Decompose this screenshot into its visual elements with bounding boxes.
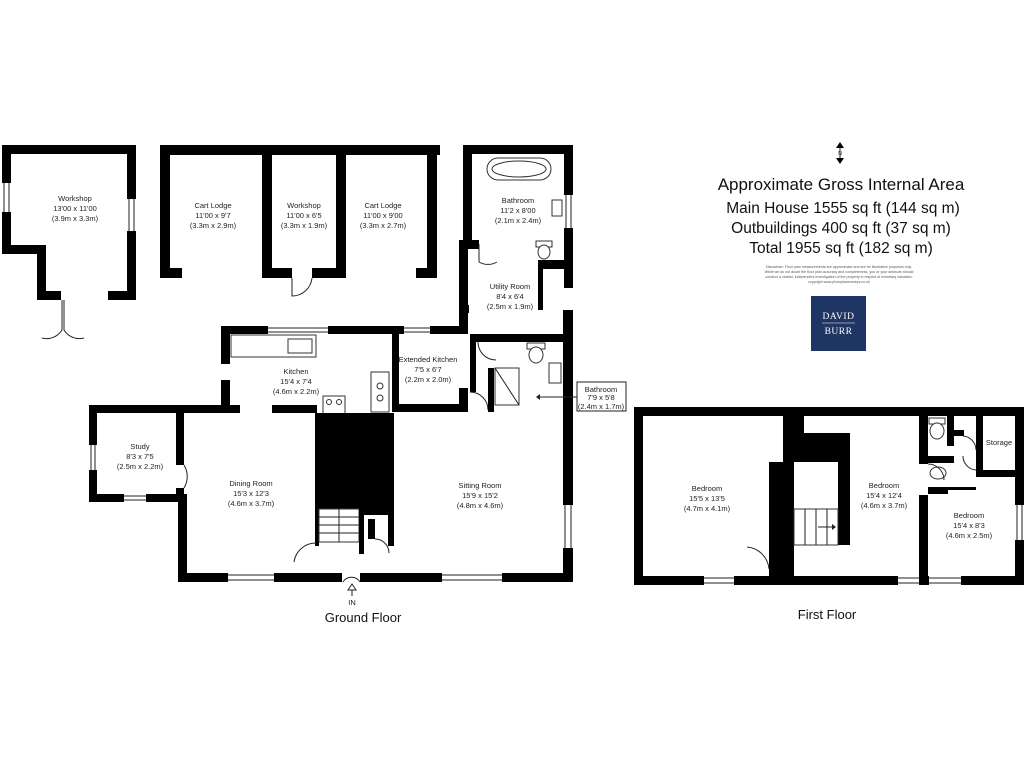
cooker-icon [323, 396, 345, 414]
sink-icon [288, 339, 312, 353]
compass-letter: N [838, 151, 842, 157]
chimney-breast [315, 413, 394, 509]
sitting-label: Sitting Room [458, 481, 502, 490]
bedroom-2-label: Bedroom [868, 481, 900, 490]
svg-text:copyright www.photoplansurveys: copyright www.photoplansurveys.co.uk [808, 280, 870, 284]
agent-logo [811, 296, 866, 351]
basin-icon [552, 200, 562, 216]
svg-text:(3.3m x 1.9m): (3.3m x 1.9m) [280, 221, 328, 230]
svg-text:15'3 x 12'3: 15'3 x 12'3 [233, 489, 269, 498]
first-floor-toilet-icon [930, 423, 944, 439]
svg-text:Disclaimer: Floor plan measure: Disclaimer: Floor plan measurements are approximate and are for illustrative purposes only. [766, 265, 912, 269]
first-floor-label: First Floor [797, 607, 857, 622]
disclaimer [765, 265, 914, 284]
svg-text:(4.8m x 4.6m): (4.8m x 4.6m) [456, 501, 504, 510]
logo-line1: DAVID [822, 312, 855, 322]
bathroom-callout-label: Bathroom [584, 385, 618, 394]
svg-text:(2.4m x 1.7m): (2.4m x 1.7m) [577, 402, 625, 411]
svg-text:11'00 x 9'00: 11'00 x 9'00 [363, 211, 403, 220]
workshop-label: Workshop [58, 194, 92, 203]
storage-label: Storage [985, 438, 1013, 447]
svg-text:(4.6m x 3.7m): (4.6m x 3.7m) [860, 501, 908, 510]
first-floor-chimney [769, 462, 794, 577]
hob-icon [371, 372, 389, 412]
entrance-label: IN [348, 598, 356, 607]
compass [836, 142, 844, 164]
svg-text:15'9 x 15'2: 15'9 x 15'2 [462, 491, 498, 500]
svg-text:(4.6m x 3.7m): (4.6m x 3.7m) [227, 499, 275, 508]
svg-text:13'00 x 11'00: 13'00 x 11'00 [53, 204, 97, 213]
svg-text:(4.7m x 4.1m): (4.7m x 4.1m) [683, 504, 731, 513]
ground-floor-label: Ground Floor [324, 610, 402, 625]
logo-line2: BURR [824, 327, 853, 337]
cart-lodge-1-label: Cart Lodge [194, 201, 232, 210]
svg-text:8'4 x 6'4: 8'4 x 6'4 [496, 292, 524, 301]
ground-toilet-icon [529, 347, 543, 363]
compass-arrow-icon [836, 142, 844, 148]
svg-text:11'2 x 8'00: 11'2 x 8'00 [500, 206, 536, 215]
ground-basin-icon [549, 363, 561, 383]
dining-label: Dining Room [229, 479, 273, 488]
svg-text:15'5 x 13'5: 15'5 x 13'5 [689, 494, 725, 503]
area-total: Total 1955 sq ft (182 sq m) [749, 240, 933, 257]
svg-text:(3.9m x 3.3m): (3.9m x 3.3m) [51, 214, 99, 223]
outbuilding-workshop [2, 145, 136, 339]
svg-text:While we do not doubt the floo: While we do not doubt the floor plan accuracy and completeness, you or your advisors should [764, 270, 914, 274]
kitchen-label: Kitchen [283, 367, 309, 376]
svg-text:15'4 x 7'4: 15'4 x 7'4 [280, 377, 312, 386]
outbuilding-cart-lodges [160, 145, 440, 296]
svg-text:8'3 x 7'5: 8'3 x 7'5 [126, 452, 154, 461]
bedroom-3-label: Bedroom [953, 511, 985, 520]
area-title: Approximate Gross Internal Area [717, 175, 965, 194]
svg-text:conduct a careful, independent: conduct a careful, independent investigation of the property in respect of monetary valuation. [765, 275, 913, 279]
study-label: Study [130, 442, 150, 451]
bathroom-ground-label: Bathroom [501, 196, 535, 205]
entrance-arrow-icon [348, 584, 356, 596]
svg-text:(3.3m x 2.9m): (3.3m x 2.9m) [189, 221, 237, 230]
svg-text:7'5 x 6'7: 7'5 x 6'7 [414, 365, 442, 374]
first-floor-plan [634, 407, 1024, 585]
svg-text:(2.1m x 2.4m): (2.1m x 2.4m) [494, 216, 542, 225]
svg-text:15'4 x 8'3: 15'4 x 8'3 [953, 521, 985, 530]
svg-text:(2.5m x 2.2m): (2.5m x 2.2m) [116, 462, 164, 471]
svg-text:15'4 x 12'4: 15'4 x 12'4 [866, 491, 902, 500]
cart-lodge-2-label: Cart Lodge [364, 201, 402, 210]
area-outbuildings: Outbuildings 400 sq ft (37 sq m) [731, 220, 951, 237]
svg-text:(4.6m x 2.5m): (4.6m x 2.5m) [945, 531, 993, 540]
svg-text:11'00 x 6'5: 11'00 x 6'5 [286, 211, 322, 220]
area-main-house: Main House 1555 sq ft (144 sq m) [726, 200, 960, 217]
utility-label: Utility Room [489, 282, 531, 291]
bedroom-1-label: Bedroom [691, 484, 723, 493]
svg-text:(2.2m x 2.0m): (2.2m x 2.0m) [404, 375, 452, 384]
svg-text:(2.5m x 1.9m): (2.5m x 1.9m) [486, 302, 534, 311]
svg-text:(4.6m x 2.2m): (4.6m x 2.2m) [272, 387, 320, 396]
svg-text:7'9 x 5'8: 7'9 x 5'8 [587, 393, 615, 402]
svg-text:(3.3m x 2.7m): (3.3m x 2.7m) [359, 221, 407, 230]
svg-text:11'00 x 9'7: 11'00 x 9'7 [195, 211, 231, 220]
workshop-small-label: Workshop [287, 201, 321, 210]
extended-kitchen-label: Extended Kitchen [398, 355, 458, 364]
